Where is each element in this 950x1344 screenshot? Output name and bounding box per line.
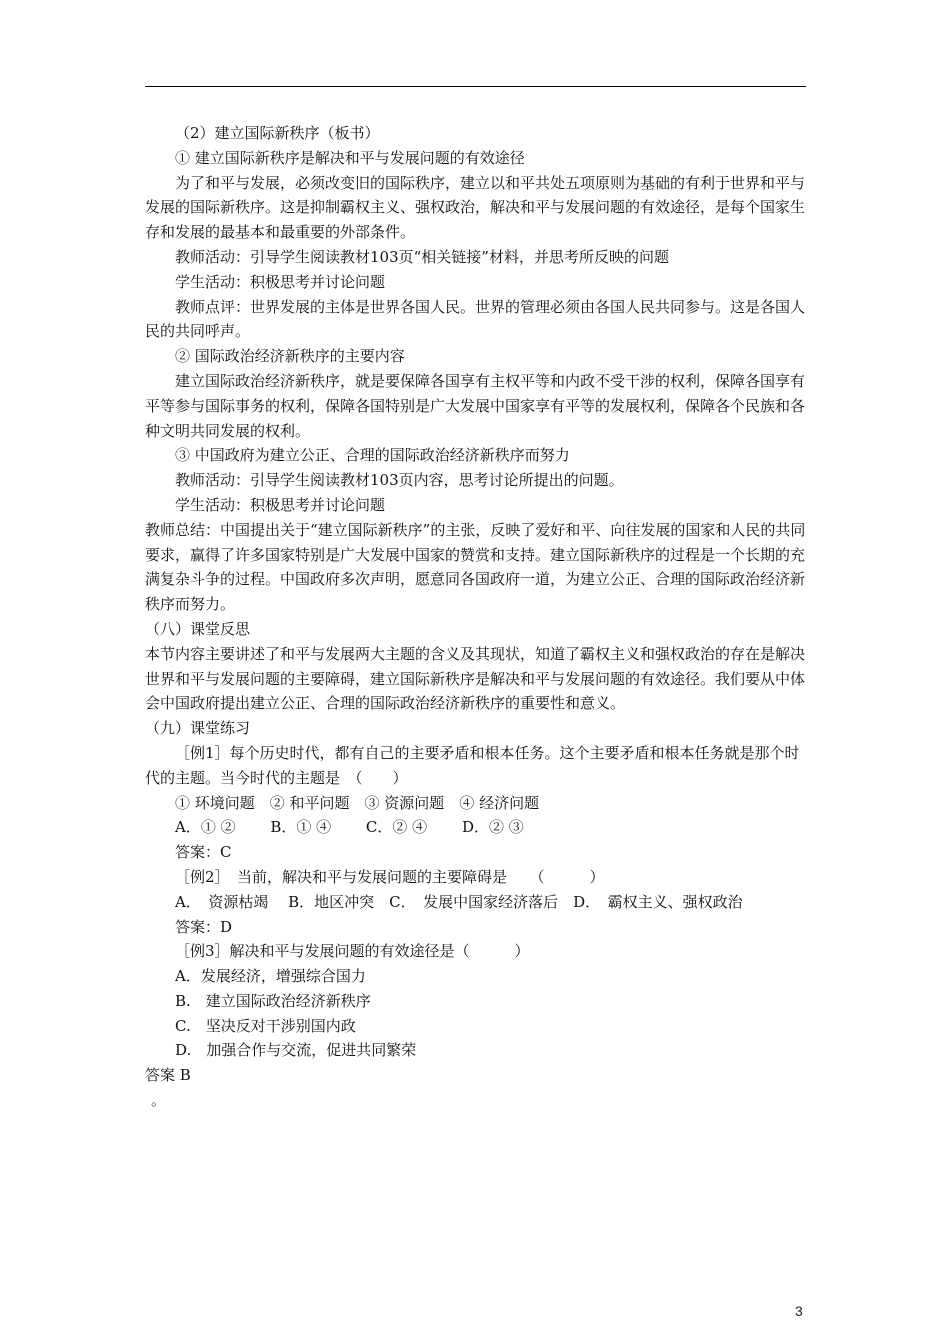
paragraph: 学生活动：积极思考并讨论问题 [175, 495, 386, 514]
paragraph: （2）建立国际新秩序（板书） [175, 124, 380, 142]
document-body [145, 121, 809, 1113]
paragraph: A． 资源枯竭 B．地区冲突 C． 发展中国家经济落后 D． 霸权主义、强权政治 [175, 892, 743, 911]
paragraph: C. 坚决反对干涉别国内政 [175, 1016, 356, 1035]
paragraph: 教师活动：引导学生阅读教材103页“相关链接”材料，并思考所反映的问题 [175, 247, 669, 266]
paragraph: ［例3］解决和平与发展问题的有效途径是（ ） [175, 942, 530, 961]
paragraph: （八）课堂反思 [145, 619, 251, 638]
paragraph: ［例2］ 当前，解决和平与发展问题的主要障碍是 （ ） [175, 867, 605, 886]
paragraph: B. 建立国际政治经济新秩序 [175, 991, 371, 1010]
paragraph: 建立国际政治经济新秩序，就是要保障各国享有主权平等和内政不受干涉的权利，保障各国享有平等参与国际事务的权利，保障各国特别是广大发展中国家享有平等的发展权利，保障各个民族和各种文明共同发展的权利。 [145, 371, 806, 440]
paragraph: A．① ② B．① ④ C．② ④ D．② ③ [175, 818, 524, 837]
paragraph: 答案 B [145, 1066, 191, 1085]
paragraph: 答案：C [175, 843, 232, 862]
paragraph: ① 建立国际新秩序是解决和平与发展问题的有效途径 [175, 148, 525, 167]
paragraph: ① 环境问题 ② 和平问题 ③ 资源问题 ④ 经济问题 [175, 793, 540, 812]
paragraph: A．发展经济，增强综合国力 [175, 967, 366, 986]
paragraph: 。 [151, 1091, 167, 1110]
page-number: 3 [795, 1303, 803, 1319]
paragraph: ③ 中国政府为建立公正、合理的国际政治经济新秩序而努力 [175, 446, 570, 465]
header-rule [145, 86, 806, 87]
paragraph: （九）课堂练习 [145, 719, 251, 738]
paragraph: 学生活动：积极思考并讨论问题 [175, 272, 386, 291]
paragraph: ［例1］每个历史时代，都有自己的主要矛盾和根本任务。这个主要矛盾和根本任务就是那个时代的主题。当今时代的主题是 （ ） [145, 743, 800, 787]
paragraph: D. 加强合作与交流，促进共同繁荣 [175, 1041, 417, 1060]
paragraph: 教师总结：中国提出关于“建立国际新秩序”的主张，反映了爱好和平、向往发展的国家和人民的共同要求，赢得了许多国家特别是广大发展中国家的赞赏和支持。建立国际新秩序的过程是一个长期的充满复杂斗争的过程。中国政府多次声明，愿意同各国政府一道，为建立公正、合理的国际政治经济新秩序而努力。 [145, 520, 806, 614]
paragraph: 教师活动：引导学生阅读教材103页内容，思考讨论所提出的问题。 [175, 471, 624, 490]
paragraph: ② 国际政治经济新秩序的主要内容 [175, 347, 405, 366]
paragraph: 本节内容主要讲述了和平与发展两大主题的含义及其现状，知道了霸权主义和强权政治的存在是解决世界和平与发展问题的主要障碍，建立国际新秩序是解决和平与发展问题的有效途径。我们要从中体会中国政府提出建立公正、合理的国际政治经济新秩序的重要性和意义。 [145, 644, 806, 713]
paragraph: 为了和平与发展，必须改变旧的国际秩序，建立以和平共处五项原则为基础的有利于世界和平与发展的国际新秩序。这是抑制霸权主义、强权政治，解决和平与发展问题的有效途径，是每个国家生存和发展的最基本和最重要的外部条件。 [145, 173, 806, 242]
paragraph: 答案：D [175, 917, 233, 936]
paragraph: 教师点评：世界发展的主体是世界各国人民。世界的管理必须由各国人民共同参与。这是各国人民的共同呼声。 [145, 297, 806, 341]
